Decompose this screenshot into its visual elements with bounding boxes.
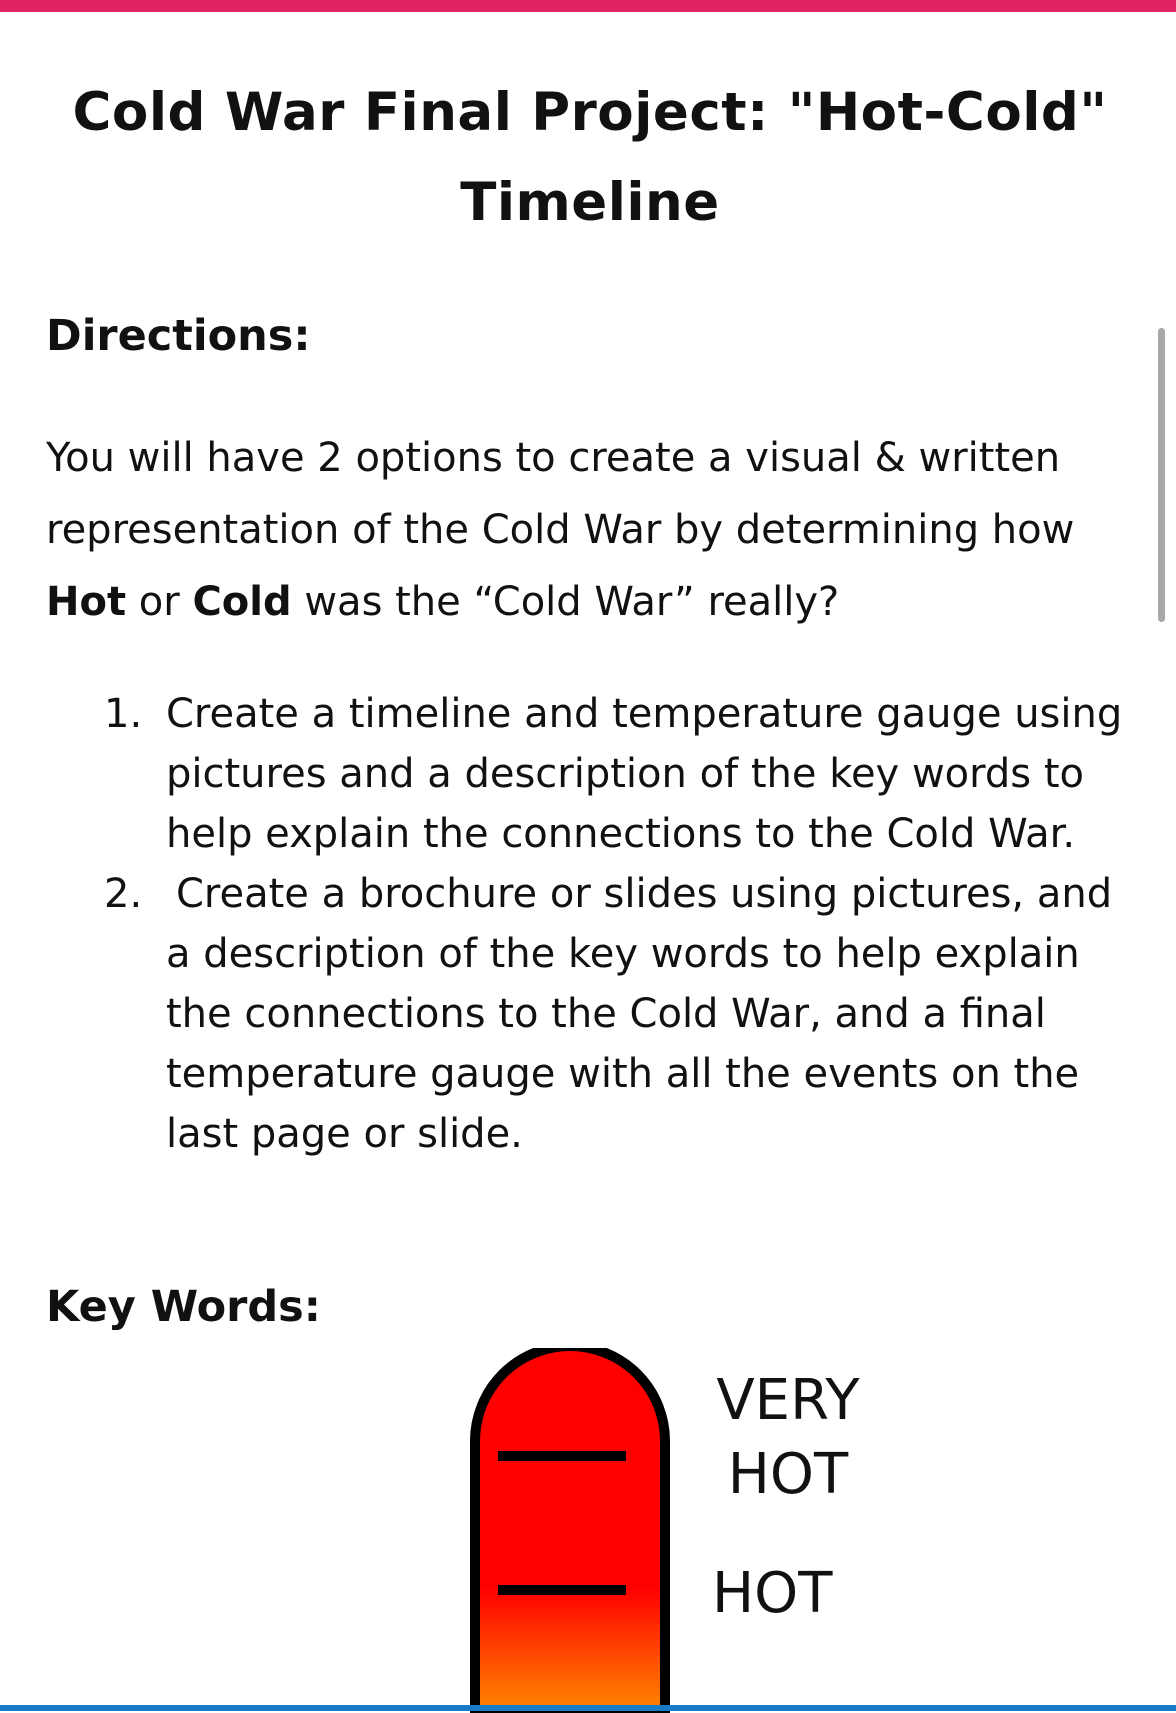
key-words-heading: Key Words: [46, 1282, 321, 1332]
option-number: 2. [104, 871, 143, 917]
option-number: 1. [104, 691, 143, 737]
bottom-accent-bar [0, 1705, 1176, 1711]
option-item [46, 864, 1136, 1164]
intro-prefix: You will have 2 options to create a visual & written representation of the Cold War by determining how [46, 435, 1075, 553]
gauge-label-hot: HOT [712, 1561, 833, 1626]
scrollbar-thumb[interactable] [1158, 328, 1165, 622]
top-accent-bar [0, 0, 1176, 12]
options-list [46, 684, 1136, 1164]
directions-intro [46, 422, 1146, 638]
hot-word: Hot [46, 579, 127, 625]
thermometer-body [475, 1348, 665, 1713]
page-title: Cold War Final Project: "Hot-Cold" Timeline [72, 82, 1108, 233]
or-word: or [126, 579, 193, 625]
gauge-tick-hot [498, 1585, 626, 1595]
option-item [46, 684, 1136, 864]
gauge-tick-very-hot [498, 1451, 626, 1461]
intro-suffix: was the “Cold War” really? [291, 579, 840, 625]
cold-word: Cold [192, 579, 292, 625]
option-text: Create a brochure or slides using pictures, and a description of the key words to help explain the connections to the Cold War, and a final temperature gauge with all the events on the last page or slide. [166, 871, 1113, 1157]
gauge-label-very-hot: VERY HOT [716, 1368, 860, 1507]
option-text: Create a timeline and temperature gauge using pictures and a description of the key words to help explain the connections to the Cold War. [166, 691, 1123, 857]
directions-heading: Directions: [46, 311, 311, 361]
thermometer-icon [470, 1348, 670, 1713]
